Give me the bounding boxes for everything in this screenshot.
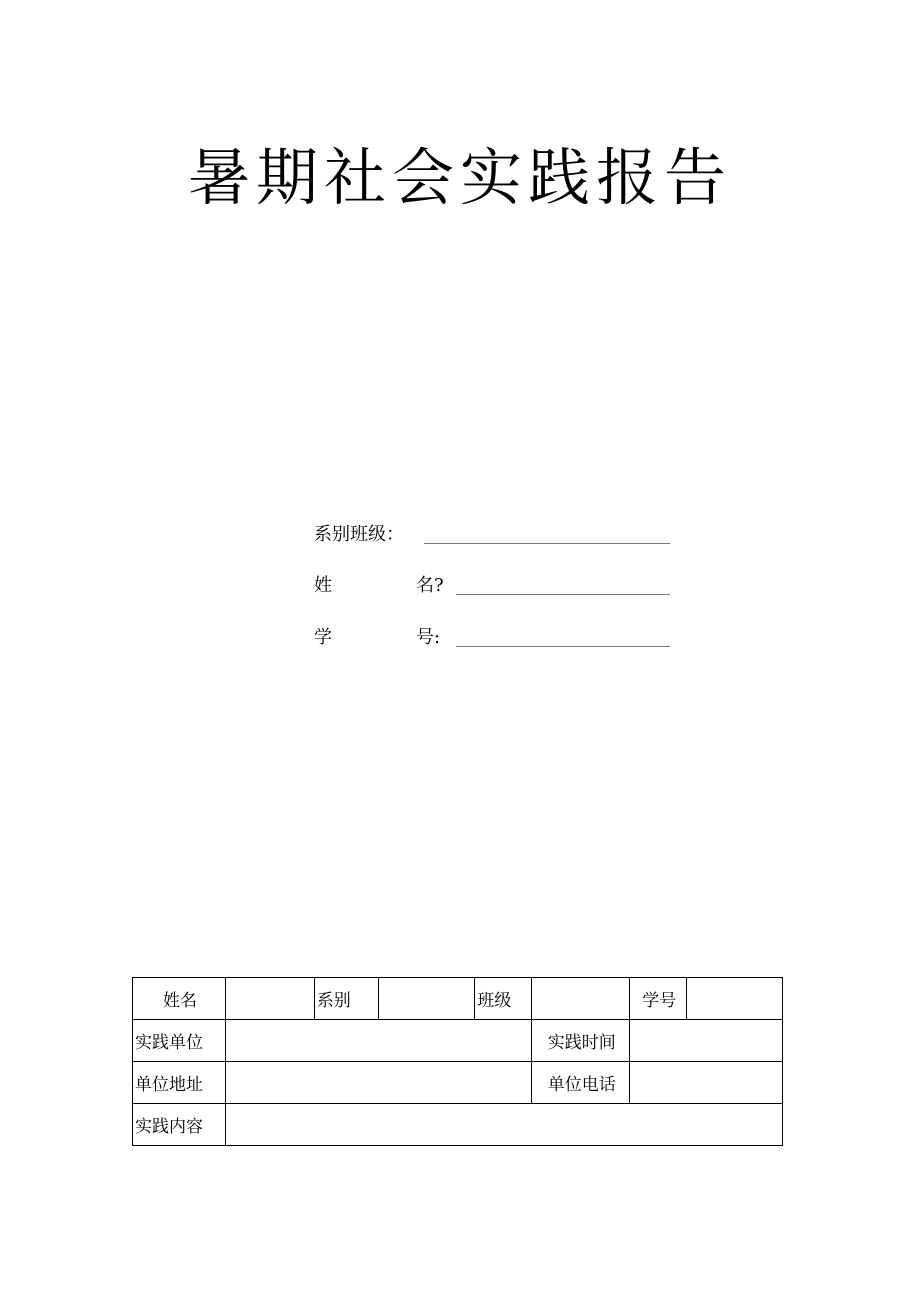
table-row [133,1104,783,1146]
cell-dept-label: 系别 [314,978,378,1020]
cell-id-label: 学号 [630,978,687,1020]
cell-content-value[interactable] [225,1104,782,1146]
id-label-second: 号: [416,627,441,648]
cell-name-label: 姓名 [133,978,226,1020]
id-label-first: 学 [314,627,332,648]
table-row [133,1062,783,1104]
name-label-first: 姓 [314,575,332,596]
cell-address-value[interactable] [225,1062,531,1104]
cell-unit-label: 实践单位 [133,1020,226,1062]
cell-content-label: 实践内容 [133,1104,226,1146]
table-row [133,978,783,1020]
class-label: 系别班级： [314,524,404,545]
cell-address-label: 单位地址 [133,1062,226,1104]
name-label-second: 名? [416,575,444,596]
form-row-class [314,521,674,549]
report-title: 暑期社会实践报告 [187,141,732,214]
cell-id-value[interactable] [687,978,783,1020]
cell-unit-value[interactable] [225,1020,531,1062]
cell-class-label: 班级 [475,978,532,1020]
cell-name-value[interactable] [225,978,314,1020]
info-table [132,977,783,1146]
cell-time-label: 实践时间 [532,1020,630,1062]
cell-dept-value[interactable] [378,978,475,1020]
form-row-name [314,572,674,600]
cell-class-value[interactable] [532,978,630,1020]
form-row-id [314,624,674,652]
class-underline[interactable] [424,543,670,544]
cell-phone-label: 单位电话 [532,1062,630,1104]
table-row [133,1020,783,1062]
name-underline[interactable] [456,594,670,595]
cell-time-value[interactable] [630,1020,783,1062]
cell-phone-value[interactable] [630,1062,783,1104]
id-underline[interactable] [456,646,670,647]
